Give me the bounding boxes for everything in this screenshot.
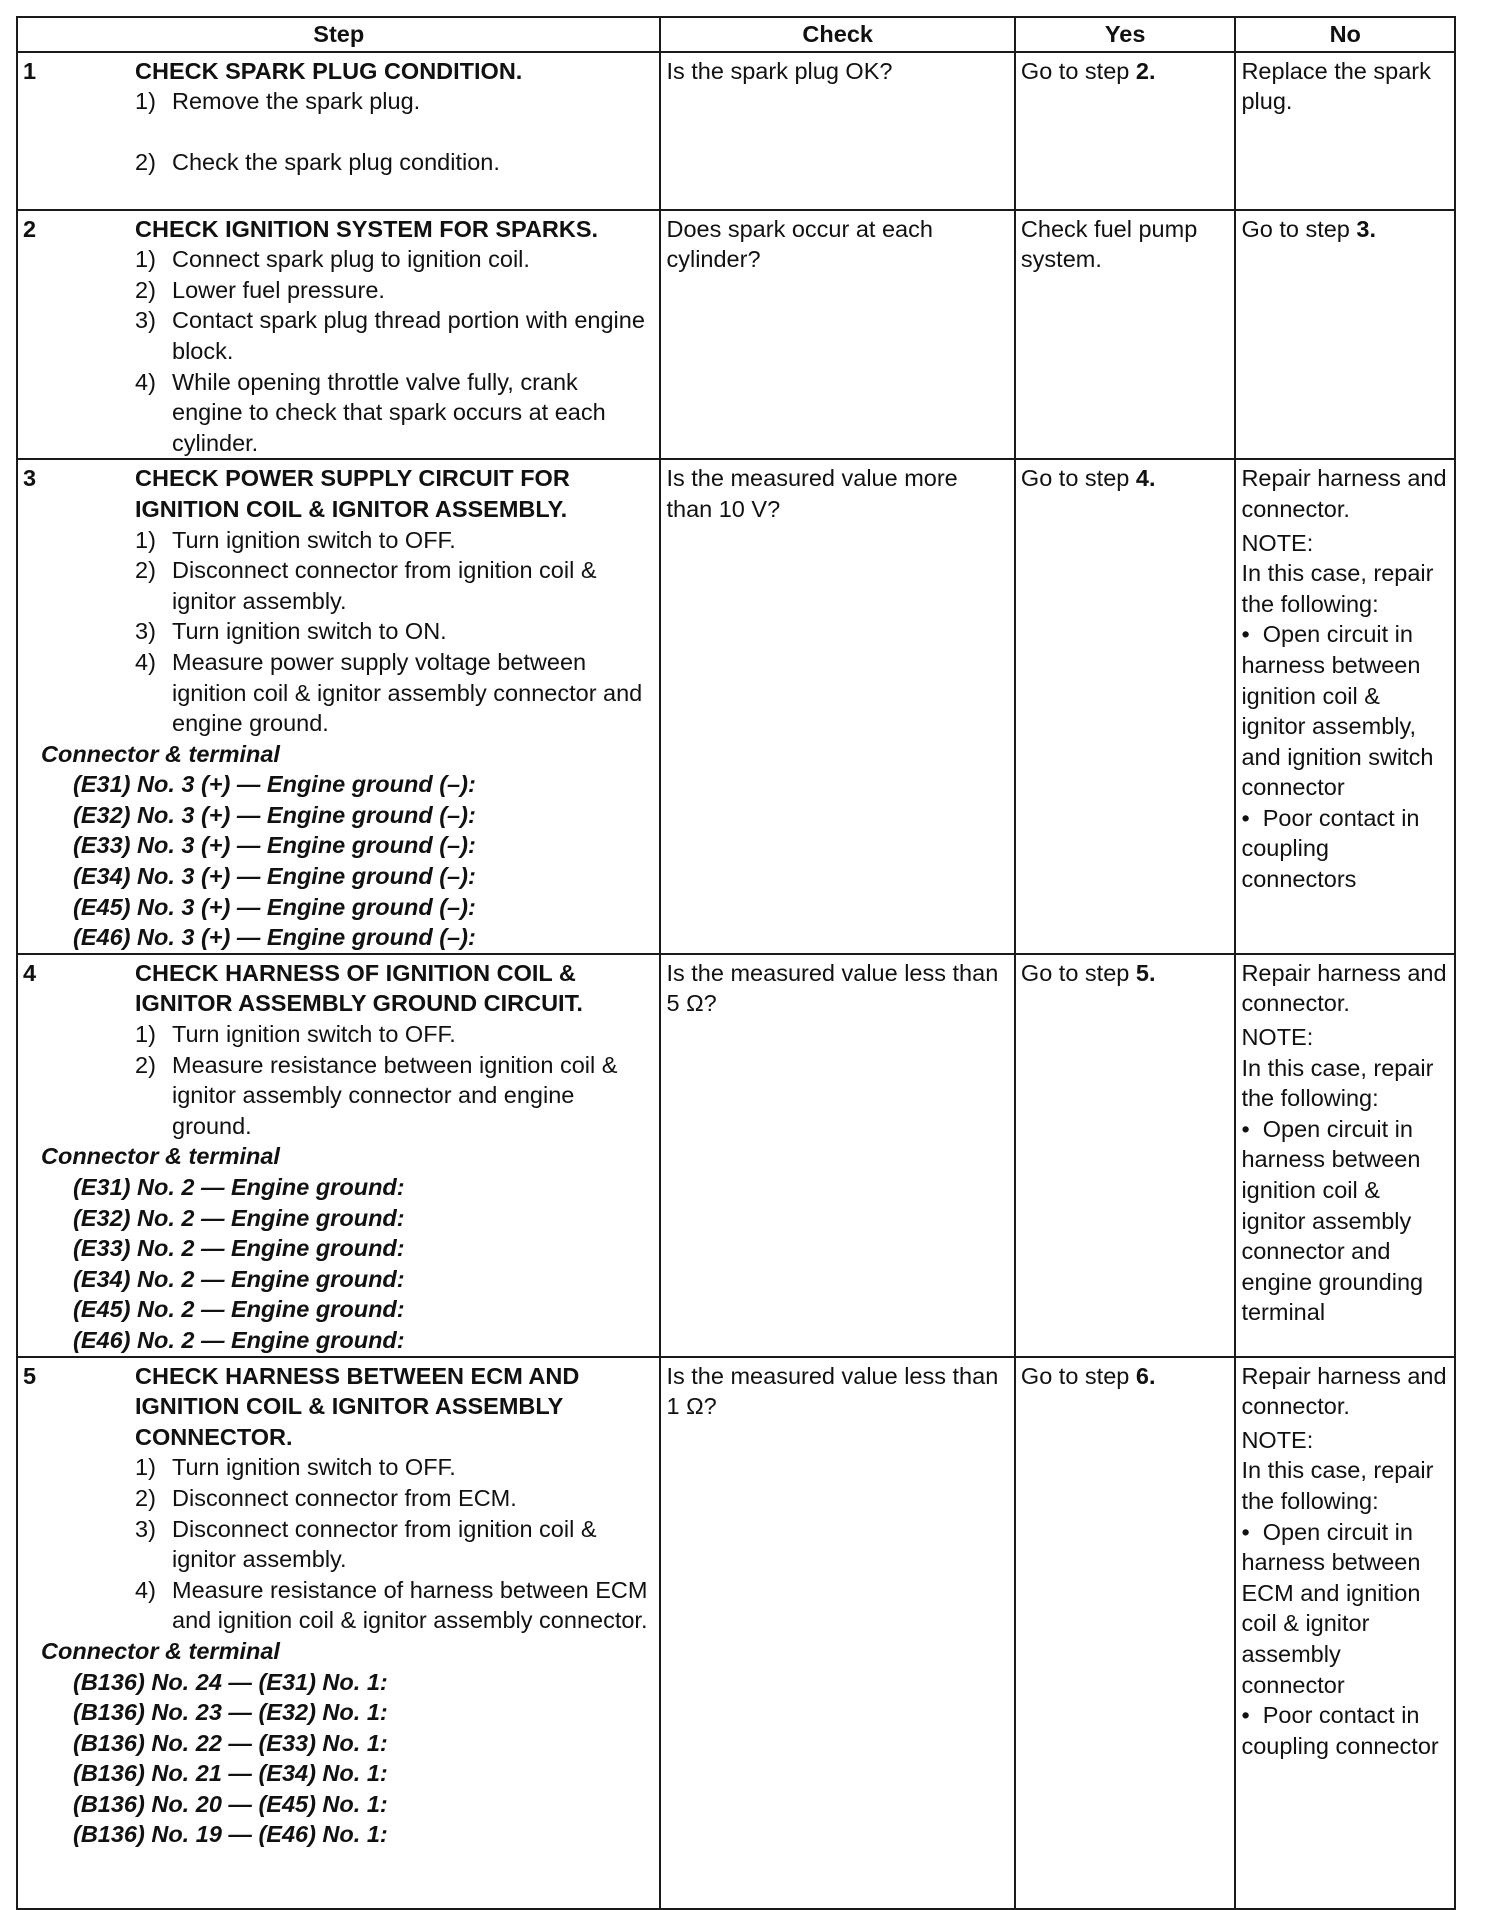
note-text: In this case, repair the following: [1241,1457,1434,1514]
note-bullet: • Open circuit in harness between ECM and ignition coil & ignitor assembly connector [1241,1518,1421,1698]
sub-step: 2) Measure resistance between ignition coil & ignitor assembly connector and engine ground. [135,1051,618,1139]
sub-step: 3) Contact spark plug thread portion with engine block. [135,307,645,364]
note-bullet: • Poor contact in coupling connectors [1241,804,1420,893]
header-check: Check [660,17,1014,52]
step-title: CHECK HARNESS BETWEEN ECM AND IGNITION COIL & IGNITOR ASSEMBLY CONNECTOR. [135,1362,580,1450]
table-row [17,210,1455,460]
step-cell [17,1357,660,1909]
connector-line: (E31) No. 3 (+) — Engine ground (–): [73,771,476,798]
note-bullet: • Open circuit in harness between ignition coil & ignitor assembly connector and engine grounding terminal [1241,1115,1424,1326]
no-main-text: Repair harness and connector. [1241,1362,1447,1420]
connector-line: (E32) No. 3 (+) — Engine ground (–): [73,801,476,828]
sub-step: 2) Disconnect connector from ECM. [135,1484,517,1511]
check-cell: Is the spark plug OK? [660,52,1014,210]
note-label: NOTE: [1241,529,1314,556]
note-text: In this case, repair the following: [1241,1054,1434,1112]
step-cell [17,210,660,460]
step-number: 5 [23,1362,37,1389]
table-row [17,52,1455,210]
note-text: In this case, repair the following: [1241,560,1434,617]
no-main-text: Repair harness and connector. [1241,959,1447,1017]
table-header-row [17,17,1455,52]
sub-step: 1) Turn ignition switch to OFF. [135,1021,456,1048]
header-step: Step [17,17,660,52]
check-cell: Is the measured value more than 10 V? [660,459,1014,954]
connector-line: (B136) No. 20 — (E45) No. 1: [73,1790,388,1817]
note-label: NOTE: [1241,1024,1314,1051]
table-row [17,954,1455,1357]
note-label: NOTE: [1241,1426,1314,1453]
connector-line: (E46) No. 2 — Engine ground: [73,1326,405,1353]
no-cell [1235,954,1455,1357]
note-bullet: • Poor contact in coupling connector [1241,1702,1439,1759]
yes-cell: Go to step 2. [1015,52,1236,210]
connector-line: (E33) No. 3 (+) — Engine ground (–): [73,832,476,859]
yes-cell: Go to step 6. [1015,1357,1236,1909]
connector-line: (E33) No. 2 — Engine ground: [73,1235,405,1262]
no-cell [1235,459,1455,954]
connector-heading: Connector & terminal [41,1143,280,1170]
table-row [17,1357,1455,1909]
sub-step: 2) Disconnect connector from ignition coil & ignitor assembly. [135,557,597,614]
connector-line: (E34) No. 2 — Engine ground: [73,1265,405,1292]
sub-step: 1) Turn ignition switch to OFF. [135,526,456,553]
step-title: CHECK POWER SUPPLY CIRCUIT FOR IGNITION COIL & IGNITOR ASSEMBLY. [135,465,570,522]
step-number: 1 [23,57,37,84]
sub-step: 4) Measure resistance of harness between ECM and ignition coil & ignitor assembly connector. [135,1576,648,1634]
no-main-text: Repair harness and connector. [1241,465,1447,522]
connector-line: (E46) No. 3 (+) — Engine ground (–): [73,924,476,951]
sub-step: 1) Connect spark plug to ignition coil. [135,246,530,273]
sub-step: 2) Check the spark plug condition. [135,148,500,175]
step-title: CHECK HARNESS OF IGNITION COIL & IGNITOR ASSEMBLY GROUND CIRCUIT. [135,959,583,1017]
step-cell [17,52,660,210]
sub-step: 1) Remove the spark plug. [135,88,421,115]
no-cell [1235,1357,1455,1909]
connector-line: (B136) No. 23 — (E32) No. 1: [73,1699,388,1726]
step-cell [17,459,660,954]
step-number: 3 [23,465,37,492]
no-cell: Replace the spark plug. [1235,52,1455,210]
step-title: CHECK SPARK PLUG CONDITION. [135,57,523,84]
connector-line: (B136) No. 21 — (E34) No. 1: [73,1760,388,1787]
connector-line: (B136) No. 22 — (E33) No. 1: [73,1729,388,1756]
connector-heading: Connector & terminal [41,1637,280,1664]
connector-line: (E32) No. 2 — Engine ground: [73,1204,405,1231]
note-bullet: • Open circuit in harness between ignition coil & ignitor assembly, and ignition switch connector [1241,621,1434,801]
sub-step: 3) Disconnect connector from ignition coil & ignitor assembly. [135,1515,597,1573]
yes-cell: Go to step 5. [1015,954,1236,1357]
connector-line: (E31) No. 2 — Engine ground: [73,1174,405,1200]
check-cell: Does spark occur at each cylinder? [660,210,1014,460]
table-row [17,459,1455,954]
header-no: No [1235,17,1455,52]
yes-cell: Go to step 4. [1015,459,1236,954]
check-cell: Is the measured value less than 1 Ω? [660,1357,1014,1909]
sub-step: 4) Measure power supply voltage between ignition coil & ignitor assembly connector and engine ground. [135,648,643,737]
connector-line: (B136) No. 19 — (E46) No. 1: [73,1821,388,1848]
check-cell: Is the measured value less than 5 Ω? [660,954,1014,1357]
diagnostic-table [16,16,1456,1910]
step-title: CHECK IGNITION SYSTEM FOR SPARKS. [135,215,599,242]
header-yes: Yes [1015,17,1236,52]
connector-line: (E34) No. 3 (+) — Engine ground (–): [73,863,476,890]
connector-line: (E45) No. 2 — Engine ground: [73,1296,405,1323]
sub-step: 3) Turn ignition switch to ON. [135,618,447,645]
step-number: 4 [23,959,37,986]
sub-step: 1) Turn ignition switch to OFF. [135,1454,456,1481]
connector-line: (B136) No. 24 — (E31) No. 1: [73,1668,388,1695]
connector-heading: Connector & terminal [41,740,280,767]
step-cell [17,954,660,1357]
connector-line: (E45) No. 3 (+) — Engine ground (–): [73,893,476,920]
step-number: 2 [23,215,37,242]
sub-step: 2) Lower fuel pressure. [135,276,385,303]
yes-cell: Check fuel pump system. [1015,210,1236,460]
sub-step: 4) While opening throttle valve fully, crank engine to check that spark occurs at each cylinder. [135,368,606,456]
no-cell: Go to step 3. [1235,210,1455,460]
